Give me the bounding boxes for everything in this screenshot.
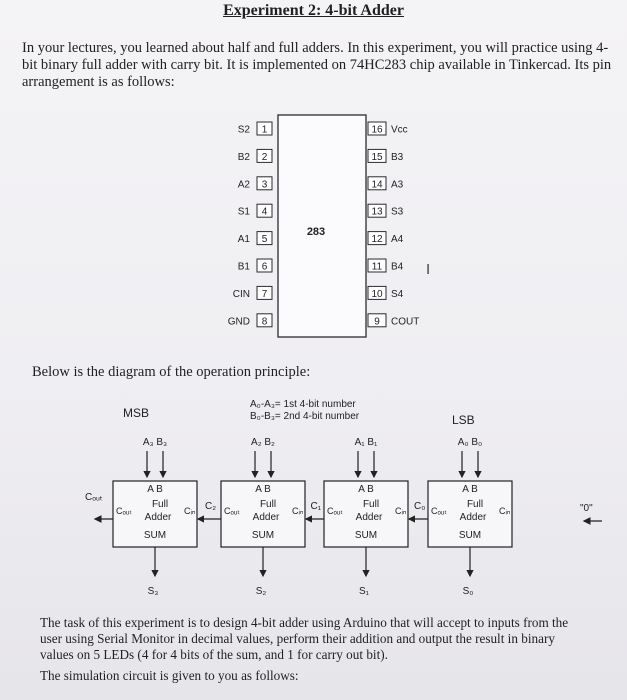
- block-full-label: Full: [362, 499, 380, 510]
- right-pin-number: 12: [371, 234, 383, 246]
- block-sum-output: S₃: [147, 586, 159, 597]
- left-pin-number: 5: [261, 234, 268, 246]
- block-cout-label: Cₒᵤₜ: [327, 506, 343, 516]
- block-sum-label: SUM: [251, 530, 275, 541]
- block-sum-label: SUM: [458, 530, 482, 541]
- right-pin-name: B4: [391, 261, 404, 273]
- block-full-label: Full: [259, 499, 277, 510]
- carry-link-label: C₁: [310, 501, 322, 512]
- task-paragraph: The task of this experiment is to design 4-bit adder using Arduino that will accept to inputs from the user using Serial Monitor in decimal values, perform their addition and output the result in binary values on 5 LEDs (4 for 4 bits of the sum, and 1 for carry out bit).: [40, 615, 569, 662]
- chip-label: 283: [306, 226, 326, 238]
- block-adder-label: Adder: [252, 512, 280, 523]
- right-pin-name: S3: [391, 206, 404, 218]
- block-adder-label: Adder: [459, 512, 487, 523]
- left-pin-number: 1: [261, 124, 268, 136]
- left-pin-number: 6: [261, 261, 268, 273]
- left-pin-name: A2: [237, 179, 250, 191]
- left-pin-name: S2: [237, 124, 250, 136]
- block-cin-label: Cᵢₙ: [184, 506, 196, 516]
- block-input-labels: A₂ B₂: [251, 437, 275, 448]
- right-pin-name: Vcc: [391, 124, 408, 136]
- block-sum-output: S₀: [462, 586, 474, 597]
- number-note-line-2: B₀-B₃= 2nd 4-bit number: [250, 411, 360, 422]
- right-pin-number: 11: [371, 261, 383, 273]
- full-adder-block: [409, 437, 512, 597]
- full-adder-block: [113, 437, 197, 597]
- right-pin-name: B3: [391, 151, 404, 163]
- left-pin-number: 3: [261, 179, 268, 191]
- block-sum-output: S₁: [358, 586, 370, 597]
- right-pin-number: 10: [371, 288, 383, 300]
- left-pin-number: 8: [261, 316, 268, 328]
- diagram-caption: Below is the diagram of the operation principle:: [32, 364, 311, 380]
- chip-pinout-diagram: [0, 0, 627, 345]
- full-adder-block: [306, 437, 408, 597]
- right-pin-number: 15: [371, 151, 383, 163]
- carry-in-zero-label: "0": [580, 503, 593, 514]
- block-cout-label: Cₒᵤₜ: [431, 506, 447, 516]
- block-ab-label: A B: [255, 484, 271, 495]
- left-pin-name: B2: [237, 151, 250, 163]
- left-pin-name: B1: [237, 261, 250, 273]
- number-note-line-1: A₀-A₃= 1st 4-bit number: [250, 399, 356, 410]
- carry-link-label: C₂: [205, 501, 217, 512]
- block-cout-label: Cₒᵤₜ: [224, 506, 240, 516]
- carry-link-label: C₀: [414, 501, 426, 512]
- full-adder-diagram: [0, 350, 627, 600]
- lsb-label: LSB: [452, 413, 475, 427]
- block-cin-label: Cᵢₙ: [499, 506, 511, 516]
- left-pin-number: 7: [261, 288, 268, 300]
- right-pin-number: 16: [371, 124, 383, 136]
- right-pin-name: COUT: [391, 316, 420, 328]
- left-pin-number: 2: [261, 151, 268, 163]
- block-ab-label: A B: [462, 484, 478, 495]
- block-cin-label: Cᵢₙ: [292, 506, 304, 516]
- right-pin-number: 13: [371, 206, 383, 218]
- full-adder-block: [198, 437, 305, 597]
- left-pin-name: CIN: [232, 288, 250, 300]
- right-pin-name: S4: [391, 288, 404, 300]
- left-pin-name: S1: [237, 206, 250, 218]
- left-pin-name: GND: [227, 316, 250, 328]
- intro-paragraph: In your lectures, you learned about half and full adders. In this experiment, you will practice using 4-bit binary full adder with carry bit. It is implemented on 74HC283 chip available in Tinkercad. Its pin arrangement is as follows:: [22, 40, 612, 90]
- simulation-intro: The simulation circuit is given to you as follows:: [40, 668, 299, 683]
- msb-label: MSB: [123, 406, 150, 420]
- right-pin-number: 9: [374, 316, 380, 328]
- left-pin-name: A1: [237, 234, 250, 246]
- block-adder-label: Adder: [144, 512, 172, 523]
- block-input-labels: A₀ B₀: [457, 437, 483, 448]
- page-title: Experiment 2: 4-bit Adder: [223, 2, 404, 19]
- carry-out-label: Cₒᵤₜ: [85, 492, 103, 503]
- block-sum-label: SUM: [354, 530, 378, 541]
- right-pin-name: A4: [391, 234, 404, 246]
- cursor-i-beam-icon: I: [426, 261, 431, 278]
- right-pin-number: 14: [371, 179, 383, 191]
- block-full-label: Full: [466, 499, 484, 510]
- left-pin-number: 4: [261, 206, 268, 218]
- block-sum-label: SUM: [143, 530, 167, 541]
- block-ab-label: A B: [147, 484, 163, 495]
- block-cout-label: Cₒᵤₜ: [116, 506, 132, 516]
- block-input-labels: A₁ B₁: [354, 437, 378, 448]
- right-pin-name: A3: [391, 179, 404, 191]
- block-adder-label: Adder: [355, 512, 383, 523]
- block-sum-output: S₂: [255, 586, 267, 597]
- block-ab-label: A B: [358, 484, 374, 495]
- block-full-label: Full: [151, 499, 169, 510]
- block-input-labels: A₃ B₃: [142, 437, 168, 448]
- block-cin-label: Cᵢₙ: [395, 506, 407, 516]
